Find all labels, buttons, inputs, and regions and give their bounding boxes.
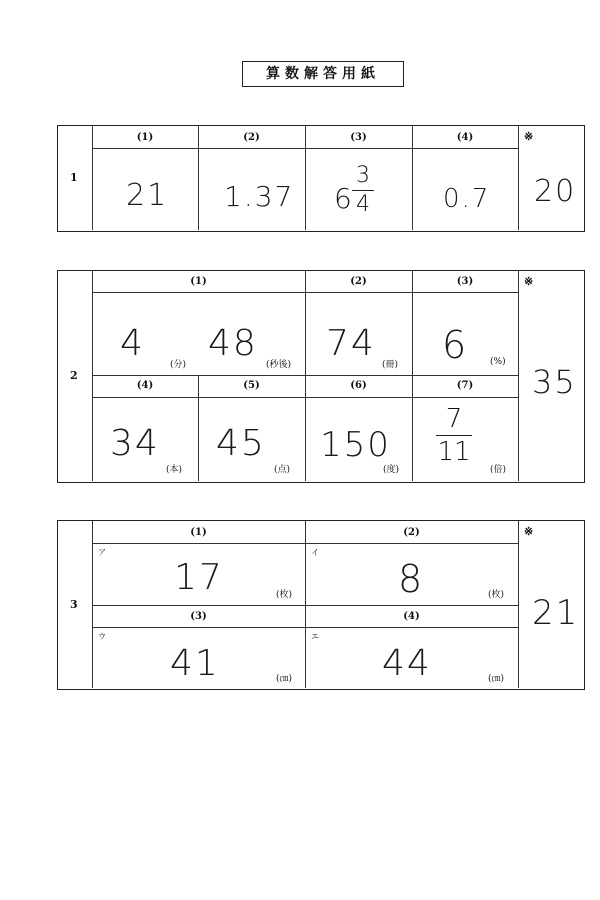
section-3-number: 3 xyxy=(70,598,78,611)
answer-3-d: 44 xyxy=(382,643,432,684)
answer-1-3-denominator: 4 xyxy=(356,192,370,217)
answer-2-1-minutes: 4 xyxy=(120,323,145,364)
page-title: 算数解答用紙 xyxy=(242,61,404,87)
unit-2-7: (倍) xyxy=(490,465,507,475)
section-1-number: 1 xyxy=(70,171,78,184)
section-2 xyxy=(57,270,585,483)
answer-3-a: 17 xyxy=(174,557,224,598)
kana-i: イ xyxy=(311,548,319,557)
score-2: 35 xyxy=(532,363,577,401)
answer-2-1-seconds: 48 xyxy=(208,323,258,364)
q2-6-label: (6) xyxy=(350,380,367,391)
unit-2-5: (点) xyxy=(274,465,291,475)
kana-e: エ xyxy=(311,632,319,641)
answer-1-3-numerator: 3 xyxy=(356,163,370,188)
score-mark-1: ※ xyxy=(524,130,534,143)
unit-2-1-seconds: (秒後) xyxy=(266,360,292,370)
answer-2-7-fraction xyxy=(436,405,472,466)
q3-3-label: (3) xyxy=(190,611,207,622)
answer-2-7-denominator: 11 xyxy=(437,437,471,467)
answer-1-3-whole: 6 xyxy=(334,182,354,215)
answer-3-b: 8 xyxy=(398,557,425,601)
q2-3-label: (3) xyxy=(456,276,474,287)
score-1: 20 xyxy=(534,174,577,209)
score-3: 21 xyxy=(532,593,580,633)
unit-3-d: (㎝) xyxy=(488,674,505,684)
answer-2-6: 150 xyxy=(320,425,391,465)
unit-3-b: (枚) xyxy=(488,590,505,600)
q3-2-label: (2) xyxy=(403,527,420,538)
kana-u: ウ xyxy=(98,632,106,641)
q2-5-label: (5) xyxy=(243,380,260,391)
answer-2-7-numerator: 7 xyxy=(445,404,463,434)
answer-2-5: 45 xyxy=(216,423,266,464)
section-3 xyxy=(57,520,585,690)
kana-a: ア xyxy=(98,548,106,557)
unit-2-2: (冊) xyxy=(382,360,399,370)
unit-3-a: (枚) xyxy=(276,590,293,600)
answer-1-3-fraction xyxy=(352,164,374,217)
q1-2-label: (2) xyxy=(243,132,260,143)
answer-2-4: 34 xyxy=(110,423,160,464)
answer-1-4: 0.7 xyxy=(443,184,491,214)
unit-2-1-minutes: (分) xyxy=(170,360,187,370)
q2-4-label: (4) xyxy=(136,380,154,391)
q3-1-label: (1) xyxy=(190,527,207,538)
score-mark-2: ※ xyxy=(524,275,534,288)
q3-4-label: (4) xyxy=(403,611,420,622)
score-mark-3: ※ xyxy=(524,525,534,538)
q2-7-label: (7) xyxy=(456,380,474,391)
unit-2-6: (度) xyxy=(383,465,400,475)
answer-3-c: 41 xyxy=(170,643,220,684)
answer-2-2: 74 xyxy=(326,323,376,364)
answer-1-2: 1.37 xyxy=(224,180,295,213)
q1-4-label: (4) xyxy=(456,132,474,143)
q1-3-label: (3) xyxy=(350,132,367,143)
q2-1-label: (1) xyxy=(190,276,207,287)
q1-1-label: (1) xyxy=(136,132,154,143)
answer-1-1: 21 xyxy=(126,178,169,213)
q2-2-label: (2) xyxy=(350,276,367,287)
unit-3-c: (㎝) xyxy=(276,674,293,684)
section-1 xyxy=(57,125,585,232)
section-2-number: 2 xyxy=(70,369,78,382)
unit-2-4: (本) xyxy=(166,465,183,475)
answer-2-3: 6 xyxy=(442,323,469,367)
unit-2-3: (%) xyxy=(490,357,506,367)
